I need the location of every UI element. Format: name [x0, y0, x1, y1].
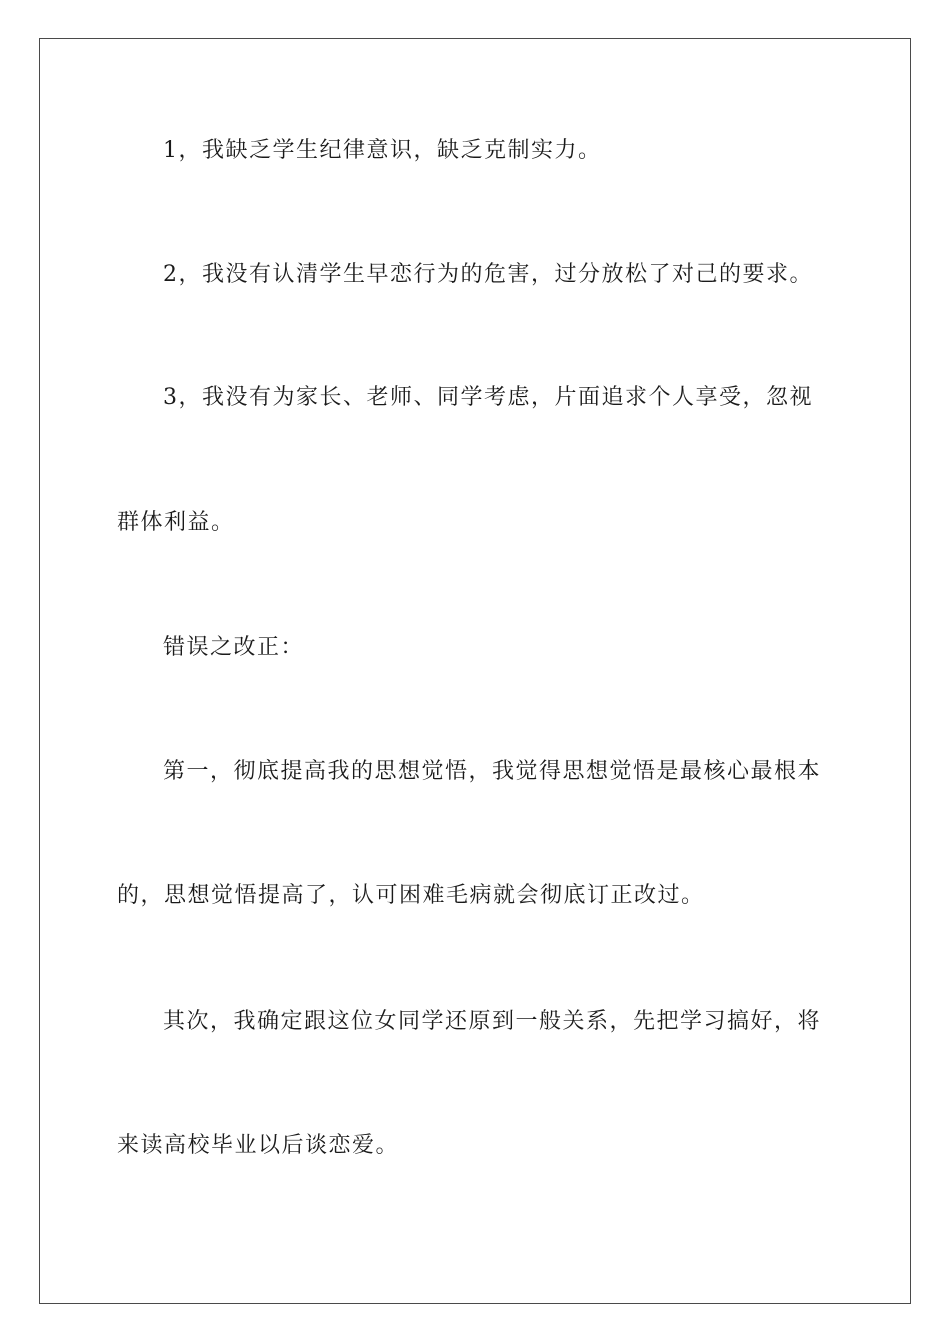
paragraph-6-line-1: 其次，我确定跟这位女同学还原到一般关系，先把学习搞好，将 [163, 1009, 822, 1034]
paragraph-2-line-1: 2，我没有认清学生早恋行为的危害，过分放松了对己的要求。 [163, 262, 813, 287]
paragraph-6-line-2: 来读高校毕业以后谈恋爱。 [117, 1133, 400, 1158]
paragraph-3-line-2: 群体利益。 [117, 510, 235, 535]
paragraph-5-line-2: 的，思想觉悟提高了，认可困难毛病就会彻底订正改过。 [117, 883, 705, 908]
paragraph-3-line-1: 3，我没有为家长、老师、同学考虑，片面追求个人享受，忽视 [163, 385, 813, 410]
paragraph-5-line-1: 第一，彻底提高我的思想觉悟，我觉得思想觉悟是最核心最根本 [163, 759, 822, 784]
page-border [39, 38, 911, 1304]
paragraph-1-line-1: 1，我缺乏学生纪律意识，缺乏克制实力。 [163, 138, 602, 163]
section-heading-corrections: 错误之改正： [163, 635, 305, 660]
